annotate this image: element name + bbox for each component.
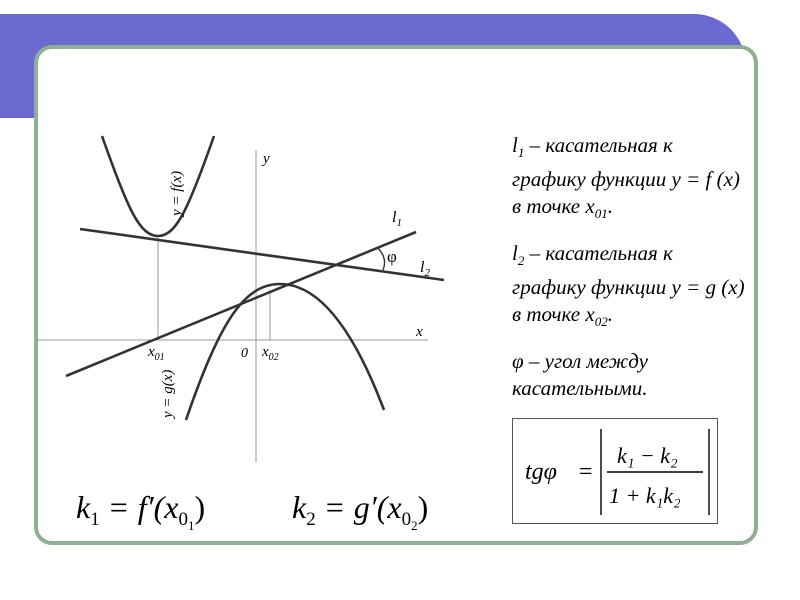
formula-equals: =	[579, 459, 593, 485]
point-x01-label: $x_{01}$	[148, 344, 165, 363]
angle-arc	[377, 247, 385, 270]
formula-lhs: tgφ	[525, 459, 557, 485]
curve-f	[102, 136, 214, 236]
x-axis-label: x	[416, 324, 423, 340]
curve-f-label: y = f(x)	[169, 170, 185, 216]
formula-k2: $k_2 = g'(x_02)$	[292, 489, 429, 533]
formula-denominator: 1 + k₁k₂	[609, 483, 681, 508]
description-phi: φ – угол между касательными.	[512, 349, 648, 400]
formula-numerator: k₁ − k₂	[617, 443, 678, 468]
tangent-formula-box	[512, 418, 718, 524]
description-l2: $l_2$ – касательная к графику функции y = g (x) в точке $x_{02}$.	[512, 241, 745, 330]
curve-g	[186, 284, 384, 420]
tangent-l1-label: $l_1$	[392, 209, 402, 229]
origin-label: 0	[241, 346, 248, 361]
description-l1: $l_1$ – касательная к графику функции y = f (x) в точке $x_{01}$.	[512, 133, 740, 222]
formula-k1: $k_1 = f'(x_01)$	[76, 489, 206, 533]
curve-g-label: y = g(x)	[160, 369, 176, 418]
angle-phi-label: φ	[387, 247, 397, 266]
tangent-formula	[513, 419, 717, 523]
y-axis-label: y	[263, 151, 270, 167]
point-x02-label: $x_{02}$	[262, 344, 279, 363]
tangent-l2-label: $l_2$	[420, 259, 430, 279]
